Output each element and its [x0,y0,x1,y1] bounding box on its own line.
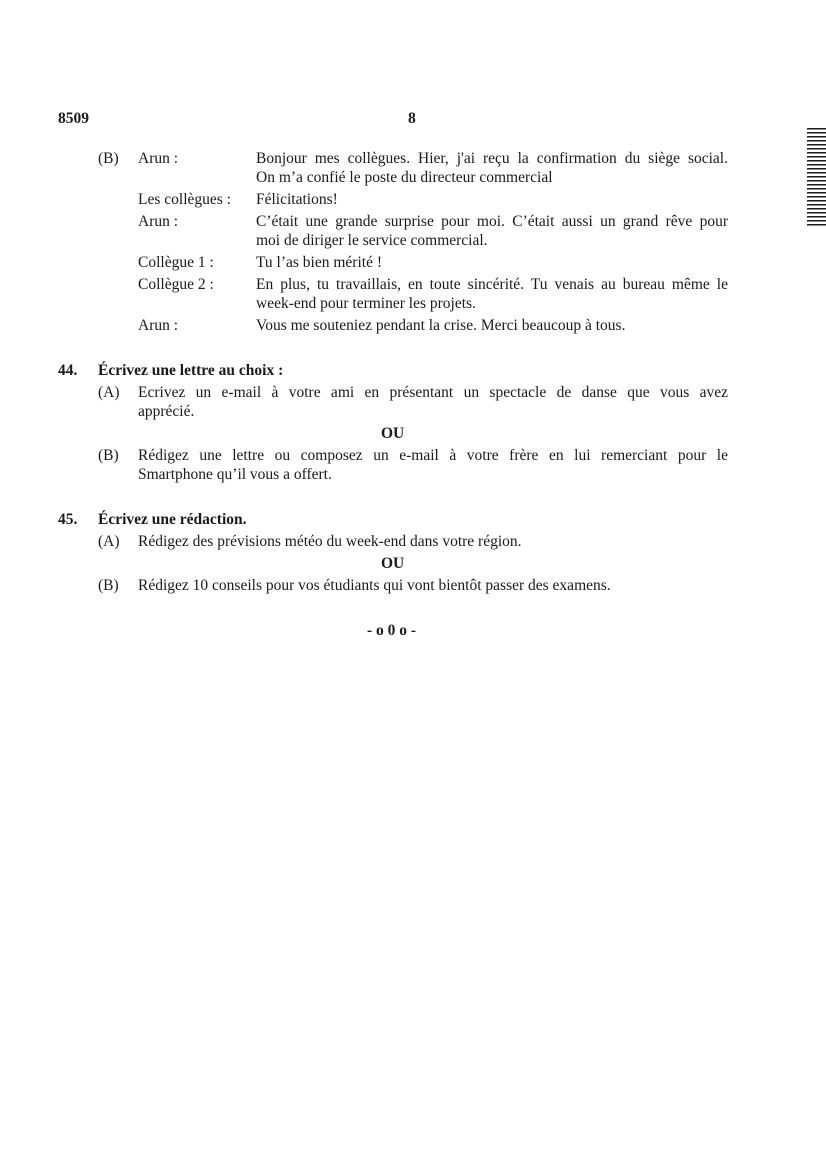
question-number: 45. [58,511,78,528]
option-text: apprécié. [138,403,195,420]
paper-code: 8509 [58,110,89,127]
dialogue-text: En plus, tu travaillais, en toute sincérité. Tu venais au bureau même le [256,276,728,293]
option-text: Ecrivez un e-mail à votre ami en présentant un spectacle de danse que vous avez [138,384,728,401]
page-number: 8 [408,110,416,127]
dialogue-text: week-end pour terminer les projets. [256,295,476,312]
dialogue-speaker: Arun : [138,213,179,230]
option-text: Rédigez 10 conseils pour vos étudiants qui vont bientôt passer des examens. [138,577,611,594]
dialogue-text: moi de diriger le service commercial. [256,232,488,249]
dialogue-text: Bonjour mes collègues. Hier, j'ai reçu la confirmation du siège social. [256,150,728,167]
end-mark: - o 0 o - [367,622,417,639]
dialogue-text: On m’a confié le poste du directeur commercial [256,169,553,186]
question-number: 44. [58,362,78,379]
or-separator: OU [381,425,405,442]
dialogue-text: Félicitations! [256,191,338,208]
option-label: (B) [98,447,119,464]
option-text: Rédigez des prévisions météo du week-end dans votre région. [138,533,522,550]
barcode-icon [807,128,826,228]
dialogue-speaker: Collègue 1 : [138,254,214,271]
dialogue-speaker: Arun : [138,317,179,334]
dialogue-text: Vous me souteniez pendant la crise. Merci beaucoup à tous. [256,317,626,334]
dialogue-text: Tu l’as bien mérité ! [256,254,382,271]
option-label: (A) [98,384,120,401]
option-text: Rédigez une lettre ou composez un e-mail à votre frère en lui remerciant pour le [138,447,728,464]
or-separator: OU [381,555,405,572]
dialogue-speaker: Collègue 2 : [138,276,214,293]
option-label: (A) [98,533,120,550]
dialogue-label: (B) [98,150,119,167]
dialogue-text: C’était une grande surprise pour moi. C’était aussi un grand rêve pour [256,213,728,230]
dialogue-speaker: Arun : [138,150,179,167]
question-title: Écrivez une lettre au choix : [98,362,284,379]
question-title: Écrivez une rédaction. [98,511,247,528]
dialogue-speaker: Les collègues : [138,191,231,208]
option-text: Smartphone qu’il vous a offert. [138,466,332,483]
option-label: (B) [98,577,119,594]
